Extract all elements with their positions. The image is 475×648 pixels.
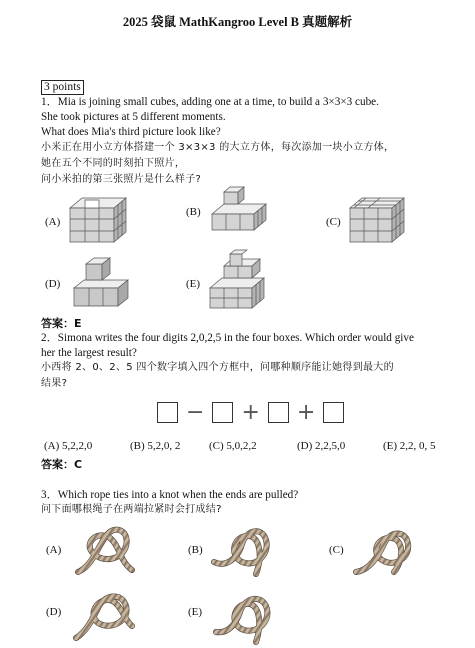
q3-option-a-rope[interactable]: [74, 522, 134, 578]
q3-option-c-label[interactable]: (C): [329, 544, 344, 556]
q1-option-c-label[interactable]: (C): [326, 216, 341, 228]
q1-option-d-label[interactable]: (D): [45, 278, 61, 290]
q2-box-4: [323, 402, 344, 423]
q1-option-b-label[interactable]: (B): [186, 206, 201, 218]
q1-text-en-2: She took pictures at 5 different moments.: [41, 111, 226, 123]
q2-text-en-1: 2．Simona writes the four digits 2,0,2,5 in the four boxes. Which order would give: [41, 332, 414, 344]
q1-text-zh-3: 问小米拍的第三张照片是什么样子?: [41, 174, 202, 185]
q2-answer: 答案：C: [41, 458, 83, 471]
q1-text-en-1: 1．Mia is joining small cubes, adding one at a time, to build a 3×3×3 cube.: [41, 96, 379, 108]
q1-option-c-cubes[interactable]: [350, 196, 410, 246]
q2-text-en-2: her the largest result?: [41, 347, 137, 359]
q2-box-3: [268, 402, 289, 423]
q2-operator-minus: −: [186, 400, 205, 425]
q2-operator-plus-1: +: [241, 400, 260, 425]
q2-text-zh-2: 结果?: [41, 378, 68, 389]
q3-option-b-rope[interactable]: [212, 522, 272, 578]
q3-text-zh-1: 问下面哪根绳子在两端拉紧时会打成结?: [41, 504, 222, 515]
q3-option-a-label[interactable]: (A): [46, 544, 62, 556]
q2-option-d[interactable]: (D) 2,2,5,0: [297, 440, 346, 452]
q2-box-expression: [157, 402, 344, 423]
q2-option-c[interactable]: (C) 5,0,2,2: [209, 440, 257, 452]
q1-text-zh-1: 小米正在用小立方体搭建一个 3×3×3 的大立方体，每次添加一块小立方体，: [41, 142, 395, 153]
q3-text-en-1: 3．Which rope ties into a knot when the ends are pulled?: [41, 489, 299, 501]
q3-option-e-rope[interactable]: [212, 588, 274, 644]
q3-option-b-label[interactable]: (B): [188, 544, 203, 556]
q1-answer: 答案：E: [41, 317, 82, 330]
q1-option-a-label[interactable]: (A): [45, 216, 61, 228]
q3-option-d-label[interactable]: (D): [46, 606, 62, 618]
q1-option-e-label[interactable]: (E): [186, 278, 201, 290]
q1-option-a-cubes[interactable]: [70, 194, 134, 246]
q1-text-en-3: What does Mia's third picture look like?: [41, 126, 221, 138]
q2-option-a[interactable]: (A) 5,2,2,0: [44, 440, 93, 452]
points-label: 3 points: [41, 80, 84, 95]
q3-option-d-rope[interactable]: [72, 586, 134, 642]
q2-option-e[interactable]: (E) 2,2, 0, 5: [383, 440, 436, 452]
q3-option-c-rope[interactable]: [354, 524, 414, 580]
q1-option-d-cubes[interactable]: [72, 260, 132, 310]
q1-option-e-cubes[interactable]: [210, 258, 270, 312]
q1-text-zh-2: 她在五个不同的时刻拍下照片，: [41, 158, 186, 169]
q2-text-zh-1: 小西将 2、0、2、5 四个数字填入四个方框中，问哪种顺序能让她得到最大的: [41, 362, 394, 373]
q2-operator-plus-2: +: [296, 400, 316, 425]
q3-option-e-label[interactable]: (E): [188, 606, 203, 618]
page-title: 2025 袋鼠 MathKangroo Level B 真题解析: [122, 15, 353, 29]
q2-option-b[interactable]: (B) 5,2,0, 2: [130, 440, 181, 452]
q2-box-2: [212, 402, 233, 423]
q2-box-1: [157, 402, 178, 423]
q1-option-b-cubes[interactable]: [208, 190, 272, 234]
